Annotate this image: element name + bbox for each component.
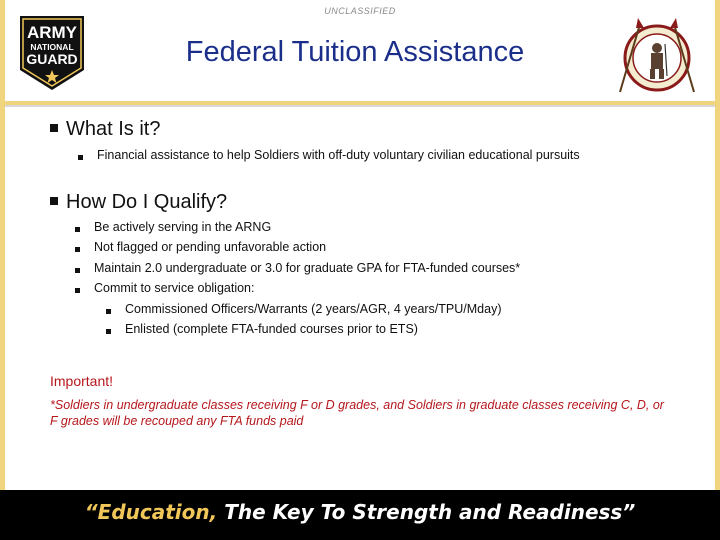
bullet-icon	[50, 197, 58, 205]
national-guard-seal-icon	[612, 14, 702, 100]
bullet-icon	[106, 309, 111, 314]
section-heading-text: How Do I Qualify?	[66, 191, 228, 213]
bullet-icon	[50, 124, 58, 132]
section-heading-what	[50, 118, 160, 141]
bullet-icon	[75, 268, 80, 273]
footer-slogan-rest: The Key To Strength and Readiness”	[217, 500, 636, 524]
section-heading-text: What Is it?	[66, 118, 161, 140]
bullet-icon	[75, 247, 80, 252]
list-item: Maintain 2.0 undergraduate or 3.0 for graduate GPA for FTA-funded courses*	[94, 261, 520, 275]
list-item: Commit to service obligation:	[94, 281, 254, 295]
classification-label: UNCLASSIFIED	[324, 6, 396, 16]
frame-right-border	[715, 0, 720, 540]
frame-left-border	[0, 0, 5, 540]
sub-list-item: Enlisted (complete FTA-funded courses prior to ETS)	[125, 322, 418, 336]
section-heading-qualify	[50, 191, 227, 214]
list-item: Be actively serving in the ARNG	[94, 220, 271, 234]
list-item: Financial assistance to help Soldiers with off-duty voluntary civilian educational pursuits	[97, 148, 580, 162]
important-note: *Soldiers in undergraduate classes receiving F or D grades, and Soldiers in graduate classes receiving C, D, or F grades will be recouped any FTA funds paid	[50, 398, 664, 428]
logo-text-guard: GUARD	[26, 51, 78, 67]
bullet-icon	[78, 155, 83, 160]
bullet-icon	[75, 227, 80, 232]
important-label: Important!	[50, 373, 114, 389]
page-title: Federal Tuition Assistance	[185, 36, 525, 68]
logo-text-national: NATIONAL	[30, 42, 74, 52]
sub-list-item: Commissioned Officers/Warrants (2 years/AGR, 4 years/TPU/Mday)	[125, 302, 501, 316]
footer-slogan-accent: “Education,	[84, 500, 218, 524]
title-divider-shadow	[5, 105, 715, 107]
logo-text-army: ARMY	[26, 23, 78, 42]
army-national-guard-logo	[14, 14, 90, 92]
bullet-icon	[75, 288, 80, 293]
bullet-icon	[106, 329, 111, 334]
list-item: Not flagged or pending unfavorable action	[94, 240, 326, 254]
footer-slogan	[0, 500, 720, 524]
